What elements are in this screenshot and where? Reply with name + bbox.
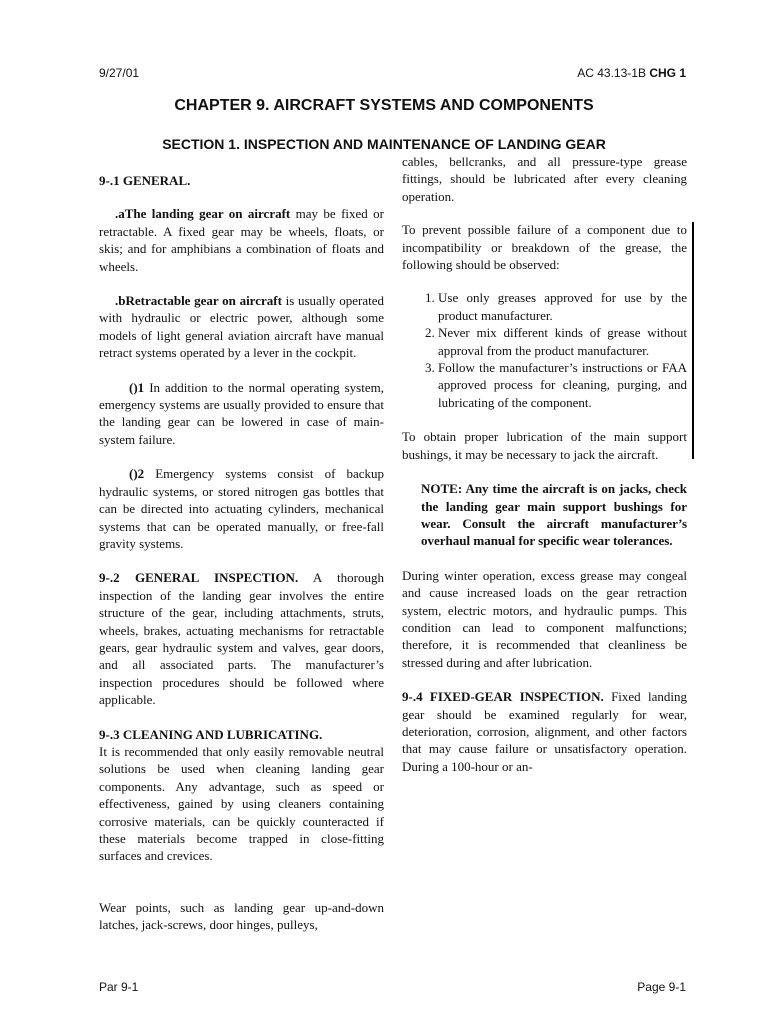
- heading-general: 9-.1 GENERAL.: [99, 173, 191, 188]
- paragraph-a-number: .a: [115, 206, 125, 222]
- list-item: 2. Never mix different kinds of grease without approval from the product manufacturer.: [438, 324, 687, 359]
- paragraph-b-number: .b: [115, 293, 126, 309]
- general-inspection-text: A thorough inspection of the landing gear involves the entire structure of the gear, including attachments, struts, wheels, brakes, actuating mechanisms for retractable gears, gear hydraulic system and valves, gear doors, and all associated parts. The manufacturer’s inspection procedures should be followed where applicable.: [99, 570, 384, 708]
- footer-par: Par 9-1: [99, 980, 139, 994]
- prevent-failure-text: To prevent possible failure of a component due to incompatibility or breakdown of the grease, the following should be observed:: [402, 222, 687, 273]
- chapter-title: CHAPTER 9. AIRCRAFT SYSTEMS AND COMPONENTS: [174, 97, 594, 114]
- continued-text: cables, bellcranks, and all pressure-type grease fittings, should be lubricated after every cleaning operation.: [402, 154, 687, 204]
- paragraph-a-lead: The landing gear on aircraft: [124, 206, 291, 222]
- heading-cleaning: 9-.3 CLEANING AND LUBRICATING.: [99, 726, 323, 742]
- list-item: 1. Use only greases approved for use by the product manufacturer.: [438, 289, 687, 324]
- paragraph-b2: [99, 465, 384, 552]
- left-column: [99, 172, 384, 934]
- wear-points-text: Wear points, such as landing gear up-and-down latches, jack-screws, door hinges, pulleys,: [99, 899, 384, 933]
- paragraph-b2-number: ()2: [129, 466, 145, 482]
- paragraph-b1-text: In addition to the normal operating system, emergency systems are usually provided to ensure that the landing gear can be lowered in case of main-system failure.: [99, 379, 384, 447]
- heading-fixed-gear: 9-.4 FIXED-GEAR INSPECTION.: [402, 689, 604, 705]
- paragraph-general-inspection: [99, 569, 384, 708]
- paragraph-fixed-gear: [402, 688, 687, 775]
- fixed-gear-text: Fixed landing gear should be examined regularly for wear, deterioration, corrosion, alignment, and other factors that may cause failure or unsatisfactory operation. During a 100-hour or an-: [402, 689, 687, 774]
- paragraph-b1-number: ()1: [129, 379, 145, 395]
- paragraph-b-lead: Retractable gear on aircraft: [125, 293, 282, 309]
- paragraph-b: [99, 292, 384, 362]
- lubrication-rules-list: [402, 289, 687, 411]
- note-box: NOTE: Any time the aircraft is on jacks, check the landing gear main support bushings for wear. Consult the aircraft manufacturer’s overhaul manual for specific wear tolerances.: [421, 481, 687, 549]
- header-ac-number: [577, 66, 686, 80]
- paragraph-b-text: is usually operated with hydraulic or electric power, although some models of light general aviation aircraft have manual retract systems operated by a lever in the cockpit.: [99, 293, 384, 361]
- ac-number: AC 43.13-1B: [577, 66, 646, 80]
- winter-operation-text: During winter operation, excess grease may congeal and cause increased loads on the gear retraction system, electric motors, and hydraulic pumps. This condition can lead to component malfunctions; therefore, it is recommended that cleanliness be stressed during and after lubrication.: [402, 567, 687, 670]
- obtain-lubrication-text: To obtain proper lubrication of the main support bushings, it may be necessary to jack the aircraft.: [402, 429, 687, 462]
- paragraph-b1: [99, 379, 384, 449]
- footer-page: Page 9-1: [637, 980, 686, 994]
- header-date: 9/27/01: [99, 66, 140, 80]
- paragraph-a-text: may be fixed or retractable. A fixed gear may be wheels, floats, or skis; and for amphibians a combination of floats and wheels.: [99, 206, 384, 274]
- paragraph-a: [99, 205, 384, 275]
- section-title: SECTION 1. INSPECTION AND MAINTENANCE OF LANDING GEAR: [162, 136, 606, 152]
- change-bar: [692, 222, 694, 459]
- chg-label: CHG 1: [649, 66, 686, 80]
- paragraph-b2-text: Emergency systems consist of backup hydraulic systems, or stored nitrogen gas bottles that can be directed into actuating cylinders, mechanical systems that can be operated manually, or free-fall gravity systems.: [99, 466, 384, 551]
- list-item: 3. Follow the manufacturer’s instructions or FAA approved process for cleaning, purging, and lubricating of the component.: [438, 359, 687, 411]
- cleaning-text: It is recommended that only easily removable neutral solutions be used when cleaning landing gear components. Any advantage, such as speed or effectiveness, gained by using cleaners containing corrosive materials, can be quickly counteracted if these materials become trapped in close-fitting surfaces and crevices.: [99, 743, 384, 864]
- right-column: [402, 153, 687, 775]
- heading-general-inspection: 9-.2 GENERAL INSPECTION.: [99, 570, 299, 586]
